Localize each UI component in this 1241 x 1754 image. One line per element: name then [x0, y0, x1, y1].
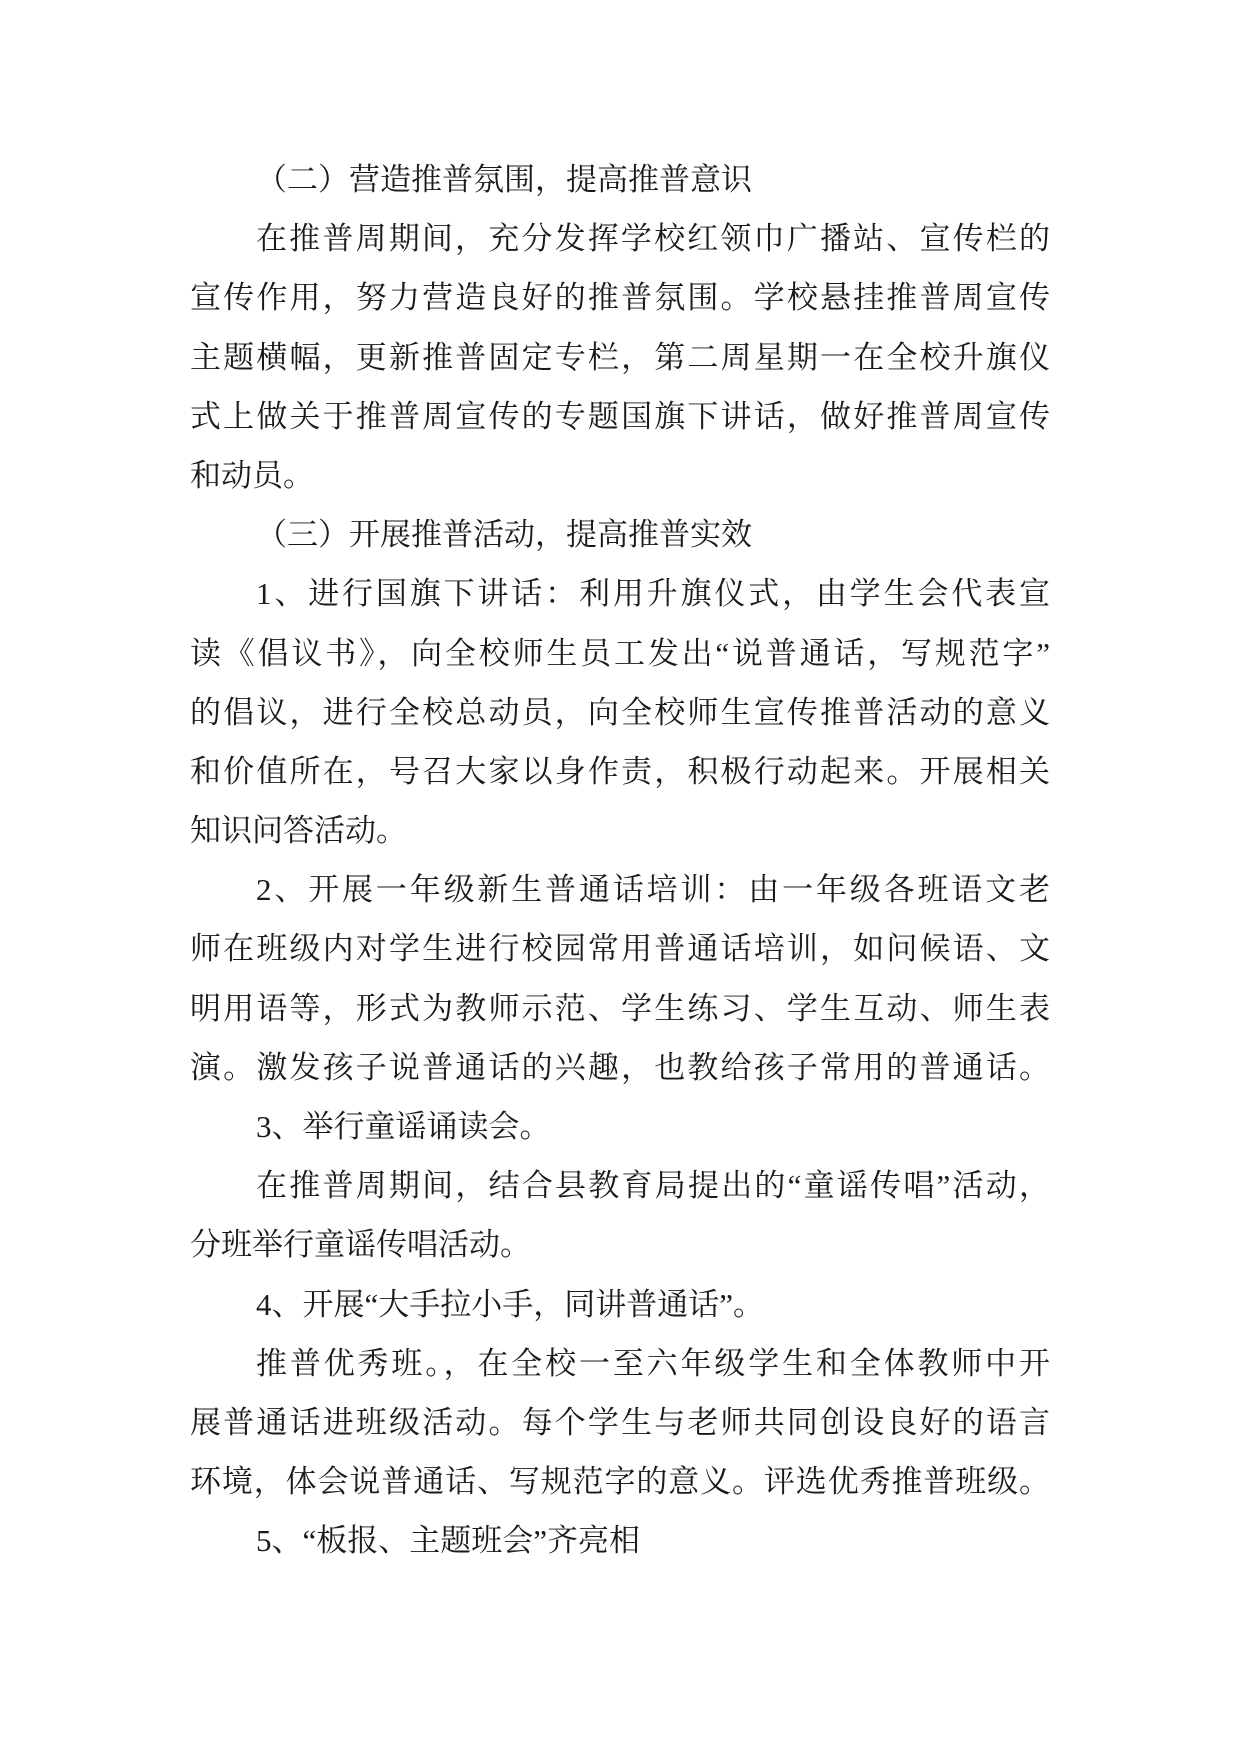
list-item-3 [190, 1097, 1050, 1156]
text-line: 师在班级内对学生进行校园常用普通话培训，如问候语、文 [190, 931, 1050, 967]
list-item-2 [190, 860, 1050, 1097]
heading-line: （三）开展推普活动，提高推普实效 [256, 517, 752, 553]
text-line: 明用语等，形式为教师示范、学生练习、学生互动、师生表 [190, 990, 1050, 1026]
text-line: 分班举行童谣传唱活动。 [190, 1227, 531, 1263]
text-line: 展普通话进班级活动。每个学生与老师共同创设良好的语言 [190, 1404, 1050, 1440]
text-line: 宣传作用，努力营造良好的推普氛围。学校悬挂推普周宣传 [190, 280, 1050, 316]
text-line: 4、开展“大手拉小手，同讲普通话”。 [256, 1286, 765, 1322]
text-line: 读《倡议书》，向全校师生员工发出“说普通话，写规范字” [190, 635, 1050, 671]
list-item-1 [190, 564, 1050, 860]
list-item-4 [190, 1275, 1050, 1334]
text-line: 在推普周期间，充分发挥学校红领巾广播站、宣传栏的 [256, 221, 1050, 257]
text-line: 和价值所在，号召大家以身作责，积极行动起来。开展相关 [190, 753, 1050, 789]
text-line: 式上做关于推普周宣传的专题国旗下讲话，做好推普周宣传 [190, 398, 1050, 434]
text-line: 5、“板报、主题班会”齐亮相 [256, 1523, 641, 1559]
paragraph-excellent-class [190, 1334, 1050, 1512]
section-heading-3 [190, 505, 1050, 564]
text-line: 环境，体会说普通话、写规范字的意义。评选优秀推普班级。 [190, 1464, 1050, 1500]
list-item-5 [190, 1511, 1050, 1570]
text-line: 推普优秀班。，在全校一至六年级学生和全体教师中开 [256, 1345, 1050, 1381]
text-line: 的倡议，进行全校总动员，向全校师生宣传推普活动的意义 [190, 694, 1050, 730]
text-line: 知识问答活动。 [190, 813, 407, 849]
heading-line: （二）营造推普氛围，提高推普意识 [256, 162, 752, 197]
paragraph-nursery-rhymes [190, 1156, 1050, 1274]
text-line: 主题横幅，更新推普固定专栏，第二周星期一在全校升旗仪 [190, 339, 1050, 375]
text-line: 2、开展一年级新生普通话培训：由一年级各班语文老 [256, 872, 1050, 908]
text-line: 演。激发孩子说普通话的兴趣，也教给孩子常用的普通话。 [190, 1049, 1050, 1085]
text-line: 和动员。 [190, 457, 314, 493]
text-line: 1、进行国旗下讲话：利用升旗仪式，由学生会代表宣 [256, 576, 1050, 612]
paragraph-atmosphere [190, 209, 1050, 505]
section-heading-2 [190, 150, 1050, 209]
text-line: 在推普周期间，结合县教育局提出的“童谣传唱”活动， [256, 1168, 1050, 1204]
document-body [190, 150, 1050, 1571]
text-line: 3、举行童谣诵读会。 [256, 1109, 551, 1144]
